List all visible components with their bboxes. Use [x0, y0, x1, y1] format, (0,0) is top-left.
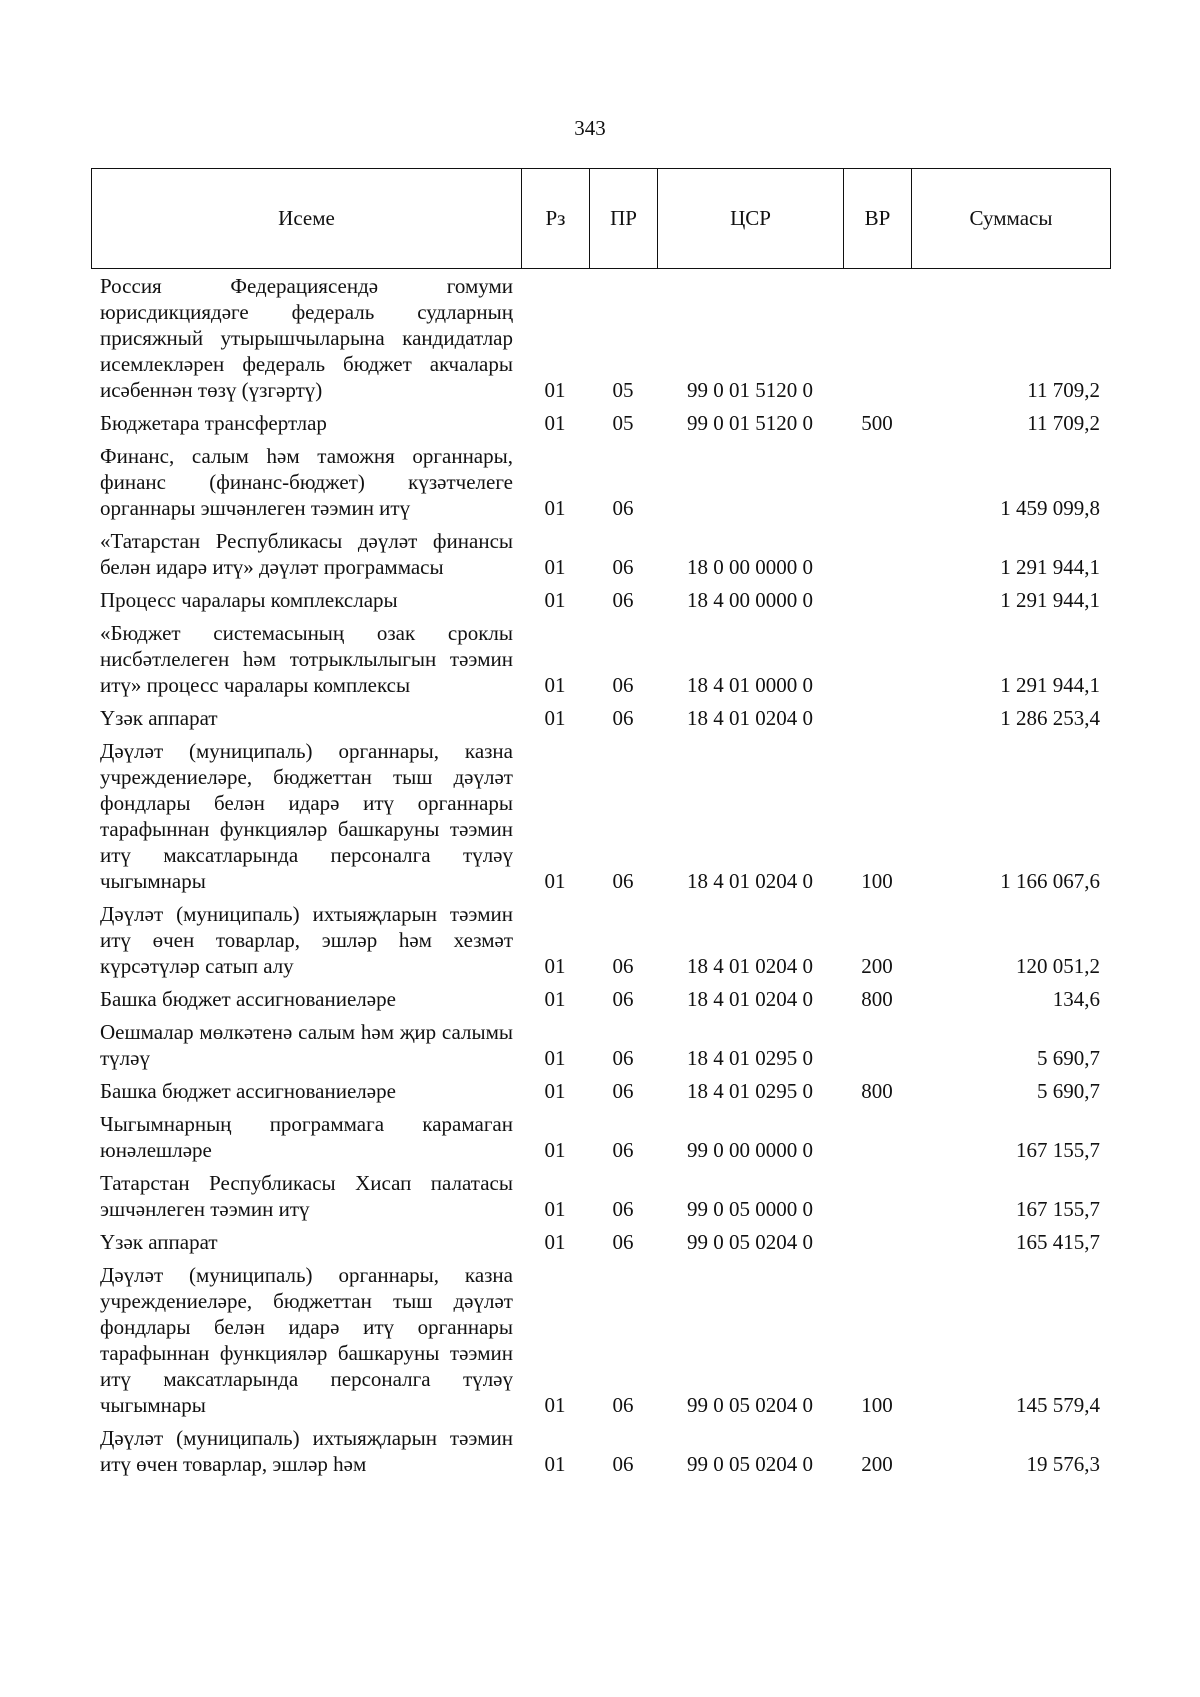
row-name: Чыгымнарның программага карамаган юнәлешләре: [100, 1112, 513, 1162]
table-row: [91, 986, 1110, 1019]
row-csr: 18 4 01 0000 0: [687, 673, 813, 697]
row-vr: [843, 620, 911, 705]
row-sum: 11 709,2: [1027, 378, 1100, 402]
row-rz: 01: [544, 496, 566, 520]
row-vr: 100: [861, 1393, 893, 1417]
row-name: Дәүләт (муниципаль) органнары, казна учреждениеләре, бюджеттан тыш дәүләт фондлары белән идарә итү органнары тарафыннан функцияләр башкаруны тәэмин итү максатларында персоналга түләү чыгымнары: [100, 1263, 513, 1417]
header-pr: ПР: [590, 169, 658, 269]
row-vr: 100: [861, 869, 893, 893]
row-sum: 5 690,7: [1037, 1046, 1100, 1070]
row-vr: 800: [861, 1079, 893, 1103]
row-vr: [843, 1229, 911, 1262]
row-sum: 165 415,7: [1016, 1230, 1100, 1254]
row-rz: 01: [544, 1452, 566, 1476]
row-csr: 18 4 00 0000 0: [687, 588, 813, 612]
row-vr: [843, 1111, 911, 1170]
table-row: [91, 620, 1110, 705]
row-sum: 145 579,4: [1016, 1393, 1100, 1417]
row-csr: 18 4 01 0204 0: [687, 706, 813, 730]
row-pr: 06: [612, 1138, 634, 1162]
row-vr: [843, 273, 911, 410]
row-pr: 06: [612, 1452, 634, 1476]
table-row: [91, 1111, 1110, 1170]
row-pr: 06: [612, 869, 634, 893]
row-name: Бюджетара трансфертлар: [100, 411, 327, 435]
header-csr: ЦСР: [658, 169, 844, 269]
row-name: Дәүләт (муниципаль) ихтыяҗларын тәэмин итү өчен товарлар, эшләр һәм хезмәт күрсәтүләр сатып алу: [100, 902, 513, 978]
row-pr: 06: [612, 1230, 634, 1254]
header-vr: ВР: [844, 169, 912, 269]
row-sum: 1 291 944,1: [1000, 555, 1100, 579]
row-csr: 18 0 00 0000 0: [687, 555, 813, 579]
row-pr: 06: [612, 588, 634, 612]
table-row: [91, 705, 1110, 738]
row-rz: 01: [544, 869, 566, 893]
row-pr: 06: [612, 987, 634, 1011]
row-sum: 1 291 944,1: [1000, 673, 1100, 697]
row-csr: 99 0 05 0204 0: [687, 1393, 813, 1417]
row-name: Башка бюджет ассигнованиеләре: [100, 1079, 396, 1103]
row-pr: 06: [612, 555, 634, 579]
row-name: «Бюджет системасының озак сроклы нисбәтлелеген һәм тотрыклылыгын тәэмин итү» процесс чаралары комплексы: [100, 621, 513, 697]
row-csr: 18 4 01 0204 0: [687, 869, 813, 893]
row-sum: 19 576,3: [1026, 1452, 1100, 1476]
table-row: [91, 587, 1110, 620]
table-row: [91, 528, 1110, 587]
row-pr: 05: [612, 378, 634, 402]
page-number: 343: [574, 116, 606, 140]
row-vr: [843, 1019, 911, 1078]
row-rz: 01: [544, 588, 566, 612]
table-row: [91, 1170, 1110, 1229]
table-row: [91, 1078, 1110, 1111]
row-vr: [843, 1170, 911, 1229]
row-sum: 134,6: [1052, 987, 1100, 1011]
row-sum: 1 286 253,4: [1000, 706, 1100, 730]
row-csr: 99 0 01 5120 0: [687, 411, 813, 435]
row-name: Оешмалар мөлкәтенә салым һәм җир салымы түләү: [100, 1020, 513, 1070]
header-name: Исеме: [92, 169, 522, 269]
row-name: Татарстан Республикасы Хисап палатасы эшчәнлеген тәэмин итү: [100, 1171, 513, 1221]
row-name: Дәүләт (муниципаль) органнары, казна учреждениеләре, бюджеттан тыш дәүләт фондлары белән идарә итү органнары тарафыннан функцияләр башкаруны тәэмин итү максатларында персоналга түләү чыгымнары: [100, 739, 513, 893]
row-name: Дәүләт (муниципаль) ихтыяҗларын тәэмин итү өчен товарлар, эшләр һәм: [100, 1426, 513, 1476]
row-pr: 06: [612, 1046, 634, 1070]
row-pr: 05: [612, 411, 634, 435]
row-sum: 120 051,2: [1016, 954, 1100, 978]
row-name: Процесс чаралары комплекслары: [100, 588, 398, 612]
budget-table: [91, 273, 1110, 1484]
row-vr: 800: [861, 987, 893, 1011]
row-rz: 01: [544, 673, 566, 697]
row-csr: 18 4 01 0204 0: [687, 987, 813, 1011]
row-csr: [657, 443, 843, 528]
row-pr: 06: [612, 954, 634, 978]
row-rz: 01: [544, 378, 566, 402]
row-name: Үзәк аппарат: [100, 706, 218, 730]
row-csr: 18 4 01 0295 0: [687, 1046, 813, 1070]
row-csr: 99 0 05 0000 0: [687, 1197, 813, 1221]
table-row: [91, 738, 1110, 901]
row-csr: 99 0 05 0204 0: [687, 1452, 813, 1476]
row-pr: 06: [612, 706, 634, 730]
row-sum: 5 690,7: [1037, 1079, 1100, 1103]
row-pr: 06: [612, 1197, 634, 1221]
row-vr: 200: [861, 954, 893, 978]
row-name: Үзәк аппарат: [100, 1230, 218, 1254]
row-csr: 99 0 01 5120 0: [687, 378, 813, 402]
row-name: «Татарстан Республикасы дәүләт финансы белән идарә итү» дәүләт программасы: [100, 529, 513, 579]
row-sum: 1 166 067,6: [1000, 869, 1100, 893]
row-vr: [843, 587, 911, 620]
row-rz: 01: [544, 987, 566, 1011]
row-rz: 01: [544, 411, 566, 435]
row-sum: 167 155,7: [1016, 1197, 1100, 1221]
row-name: Россия Федерациясендә гомуми юрисдикциядәге федераль судларның присяжный утырышчыларына кандидатлар исемлекләрен федераль бюджет акчалары исәбеннән төзү (үзгәртү): [100, 274, 513, 402]
row-vr: [843, 443, 911, 528]
table-row: [91, 443, 1110, 528]
header-rz: Рз: [522, 169, 590, 269]
row-sum: 167 155,7: [1016, 1138, 1100, 1162]
table-row: [91, 273, 1110, 410]
row-pr: 06: [612, 1079, 634, 1103]
row-name: Финанс, салым һәм таможня органнары, финанс (финанс-бюджет) күзәтчелеге органнары эшчәнлеген тәэмин итү: [100, 444, 513, 520]
row-sum: 1 291 944,1: [1000, 588, 1100, 612]
row-csr: 18 4 01 0204 0: [687, 954, 813, 978]
table-row: [91, 410, 1110, 443]
header-sum: Суммасы: [912, 169, 1111, 269]
row-rz: 01: [544, 1230, 566, 1254]
row-rz: 01: [544, 555, 566, 579]
row-rz: 01: [544, 1079, 566, 1103]
row-rz: 01: [544, 706, 566, 730]
row-vr: [843, 528, 911, 587]
row-rz: 01: [544, 1197, 566, 1221]
row-rz: 01: [544, 954, 566, 978]
row-rz: 01: [544, 1138, 566, 1162]
row-rz: 01: [544, 1046, 566, 1070]
row-sum: 1 459 099,8: [1000, 496, 1100, 520]
row-csr: 18 4 01 0295 0: [687, 1079, 813, 1103]
table-row: [91, 1229, 1110, 1262]
row-pr: 06: [612, 496, 634, 520]
table-row: [91, 1019, 1110, 1078]
table-row: [91, 1425, 1110, 1484]
row-vr: 500: [861, 411, 893, 435]
row-sum: 11 709,2: [1027, 411, 1100, 435]
row-csr: 99 0 00 0000 0: [687, 1138, 813, 1162]
row-pr: 06: [612, 1393, 634, 1417]
row-csr: 99 0 05 0204 0: [687, 1230, 813, 1254]
row-vr: 200: [861, 1452, 893, 1476]
table-header: [91, 168, 1111, 269]
table-row: [91, 1262, 1110, 1425]
row-name: Башка бюджет ассигнованиеләре: [100, 987, 396, 1011]
row-vr: [843, 705, 911, 738]
row-pr: 06: [612, 673, 634, 697]
row-rz: 01: [544, 1393, 566, 1417]
table-row: [91, 901, 1110, 986]
table-body: [91, 273, 1110, 1484]
